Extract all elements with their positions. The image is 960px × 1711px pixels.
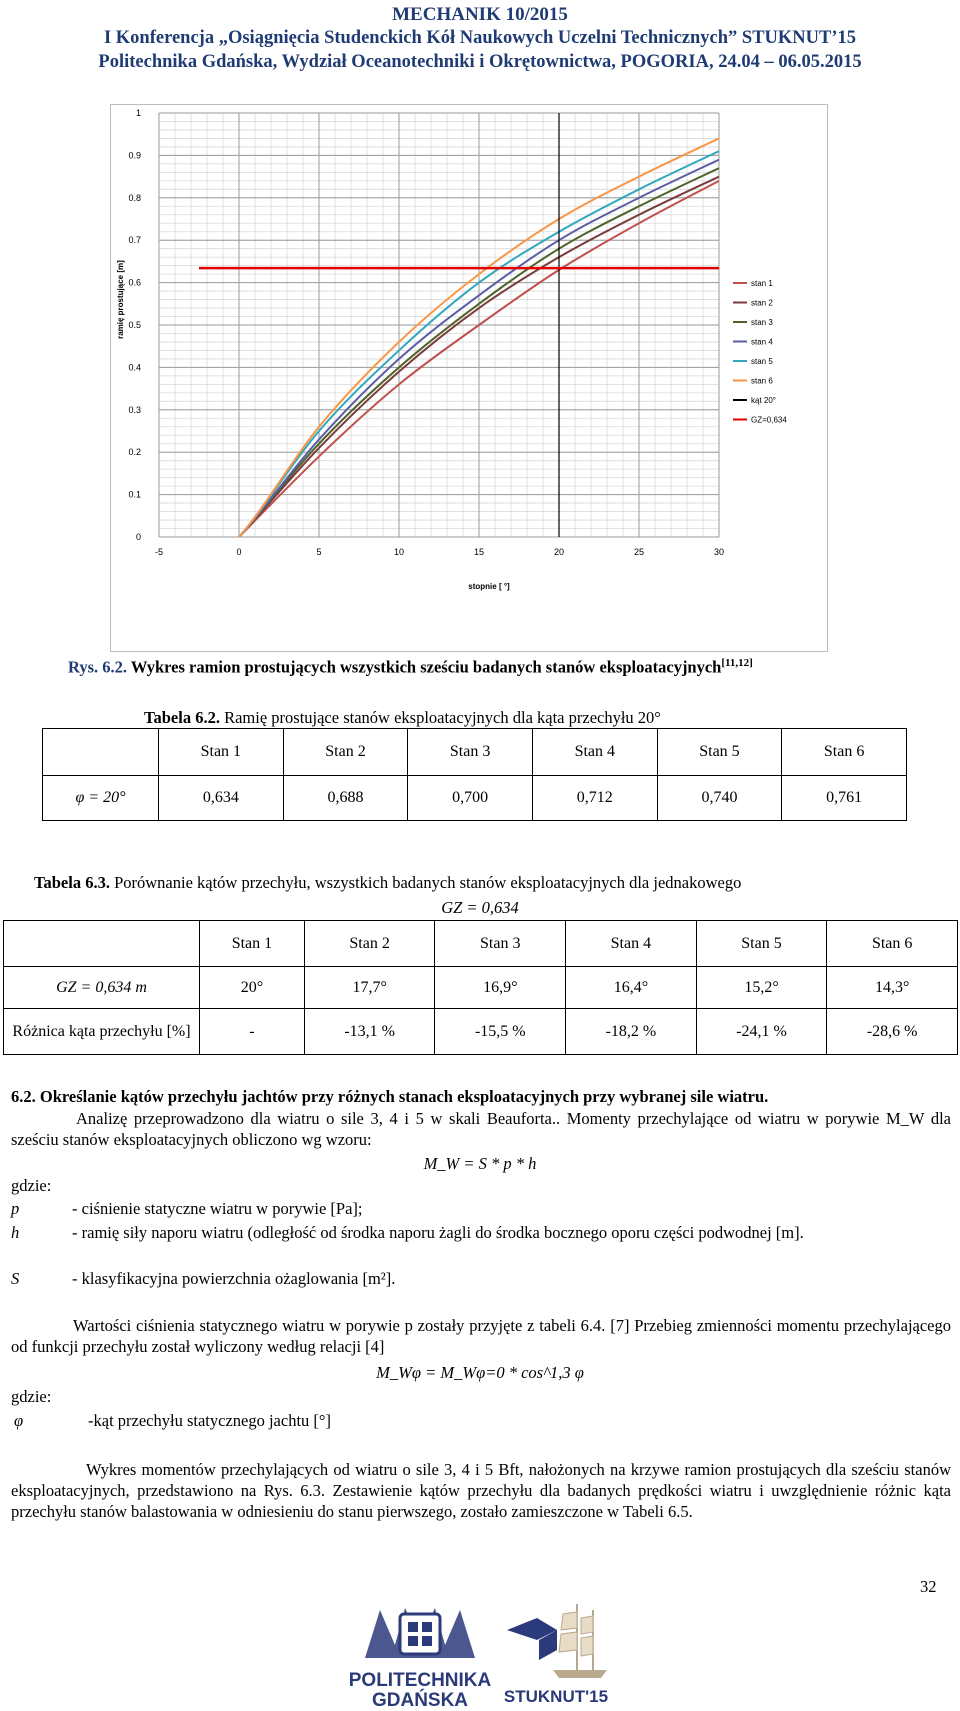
table63-header: Stan 3 (435, 921, 566, 967)
figure-caption-number: Rys. 6.2. (68, 657, 128, 677)
table63-cell: 17,7° (304, 967, 435, 1009)
table63-row-label: GZ = 0,634 m (4, 967, 200, 1009)
y-tick-label: 0 (135, 532, 141, 542)
conference-title: I Konferencja „Osiągnięcia Studenckich Kół Naukowych Uczelni Technicznych” STUKNUT’15 (103, 28, 857, 48)
table62-cell: 0,712 (532, 776, 657, 821)
table62-cell: 0,634 (159, 776, 284, 821)
legend-label: stan 4 (751, 337, 773, 347)
y-tick-label: 0.5 (128, 320, 141, 330)
table62-header: Stan 2 (283, 729, 408, 776)
symbol-s: S (11, 1269, 20, 1288)
pg-crest-icon (345, 1600, 495, 1666)
symbol-p: p (11, 1199, 20, 1218)
x-tick-label: 0 (236, 547, 242, 557)
y-axis-label: ramię prostujące [m] (116, 260, 125, 339)
table63-cell: - (200, 1009, 305, 1055)
legend-label: stan 3 (751, 318, 773, 327)
table63-cell: 15,2° (696, 967, 827, 1009)
righting-arm-chart (111, 105, 827, 651)
y-tick-label: 0.3 (128, 404, 141, 415)
table62-caption-number: Tabela 6.2. (144, 708, 220, 727)
pg-logo-text-2: GDAŃSKA (371, 1690, 469, 1711)
paragraph-1: Analizę przeprowadzono dla wiatru o sile 3, 4 i 5 w skali Beauforta.. Momenty przechylające od wiatru w porywie M_W dla sześciu stanów eksploatacyjnych obliczono wg wzoru: (11, 1109, 951, 1149)
table62-header: Stan 3 (408, 729, 533, 776)
where-label: gdzie: (11, 1176, 52, 1195)
formula-heeling: M_Wφ = M_Wφ=0 * cos^1,3 φ (376, 1363, 584, 1382)
definition-p: - ciśnienie statyczne wiatru w porywie [Pa]; (72, 1199, 363, 1218)
table62-header: Stan 4 (532, 729, 657, 776)
y-tick-label: 0.9 (128, 150, 141, 161)
table63-cell: 20° (200, 967, 305, 1009)
x-tick-label: 30 (713, 547, 725, 557)
symbol-h: h (11, 1223, 20, 1242)
x-tick-label: 5 (316, 547, 322, 557)
where-label: gdzie: (11, 1387, 52, 1406)
x-tick-label: 25 (633, 547, 645, 557)
x-tick-label: -5 (154, 547, 164, 557)
legend-label: stan 2 (751, 298, 773, 308)
x-tick-label: 20 (553, 547, 565, 557)
table63-caption-text: Porównanie kątów przechyłu, wszystkich badanych stanów eksploatacyjnych dla jednakowego (109, 873, 742, 892)
page-number: 32 (920, 1577, 937, 1596)
table63-header: Stan 5 (696, 921, 827, 967)
y-tick-label: 0.4 (128, 362, 141, 373)
table62-corner (43, 729, 159, 776)
table63-caption (34, 873, 741, 893)
table63-cell: -18,2 % (566, 1009, 697, 1055)
table63 (3, 920, 958, 1055)
symbol-phi: φ (14, 1411, 24, 1430)
table62 (42, 728, 907, 821)
table63-header: Stan 2 (304, 921, 435, 967)
table62-header: Stan 1 (159, 729, 284, 776)
table62-cell: 0,740 (657, 776, 782, 821)
stuknut-logo-text: STUKNUT'15 (503, 1687, 609, 1706)
formula-moment: M_W = S * p * h (423, 1154, 537, 1173)
y-tick-label: 0.8 (128, 192, 141, 203)
y-tick-label: 0.1 (128, 489, 141, 500)
table63-caption-number: Tabela 6.3. (34, 873, 110, 892)
table63-caption-formula: GZ = 0,634 (441, 898, 519, 917)
y-tick-label: 0.2 (128, 447, 141, 458)
definition-s: - klasyfikacyjna powierzchnia ożaglowania [m²]. (72, 1269, 396, 1288)
legend-label: kąt 20° (751, 396, 776, 405)
table62-header: Stan 5 (657, 729, 782, 776)
table63-header: Stan 6 (827, 921, 958, 967)
table63-cell: -28,6 % (827, 1009, 958, 1055)
figure-caption (68, 657, 753, 678)
y-tick-label: 0.7 (128, 235, 141, 246)
legend-label: stan 1 (751, 279, 773, 288)
x-tick-label: 10 (393, 547, 405, 557)
table62-cell: 0,761 (782, 776, 907, 821)
figure-caption-ref: [11,12] (721, 657, 753, 669)
definition-h: - ramię siły naporu wiatru (odległość od środka naporu żagli do środka bocznego oporu części podwodnej [m]. (72, 1223, 804, 1242)
section-heading: 6.2. Określanie kątów przechyłu jachtów przy różnych stanach eksploatacyjnych przy wybranej sile wiatru. (11, 1087, 769, 1106)
table63-header: Stan 1 (200, 921, 305, 967)
y-tick-label: 1 (135, 108, 141, 118)
table63-corner (4, 921, 200, 967)
figure-caption-text: Wykres ramion prostujących wszystkich sześciu badanych stanów eksploatacyjnych (127, 657, 722, 677)
paragraph-2: Wartości ciśnienia statycznego wiatru w porywie p zostały przyjęte z tabeli 6.4. [7] Przebieg zmienności momentu przechylającego od funkcji przechyłu został wyliczony według relacji [4] (11, 1316, 951, 1356)
table62-row-label: φ = 20° (43, 776, 159, 821)
definition-phi: -kąt przechyłu statycznego jachtu [°] (88, 1411, 331, 1430)
pg-logo-text-1: POLITECHNIKA (348, 1670, 492, 1691)
series-line (191, 177, 719, 584)
table62-header: Stan 6 (782, 729, 907, 776)
legend-label: stan 5 (751, 357, 773, 366)
table62-cell: 0,688 (283, 776, 408, 821)
legend-label: stan 6 (751, 376, 773, 386)
table63-cell: 16,4° (566, 967, 697, 1009)
x-axis-label: stopnie [ °] (468, 582, 510, 591)
table63-cell: 16,9° (435, 967, 566, 1009)
table63-cell: 14,3° (827, 967, 958, 1009)
table63-cell: -24,1 % (696, 1009, 827, 1055)
table63-row-label: Różnica kąta przechyłu [%] (4, 1009, 200, 1055)
politechnika-gdanska-logo (345, 1600, 495, 1711)
journal-title: MECHANIK 10/2015 (392, 4, 568, 25)
paragraph-3: Wykres momentów przechylających od wiatru o sile 3, 4 i 5 Bft, nałożonych na krzywe ramion prostujących dla sześciu stanów eksploatacyjnych, przedstawiono na Rys. 6.3. Zestawienie kątów przechyłu dla badanych prędkości wiatru i uwzględnienie różnic kąta przechyłu stanów balastowania w odniesieniu do stanu pierwszego, zostało zamieszczone w Tabeli 6.5. (11, 1460, 951, 1521)
table63-cell: -15,5 % (435, 1009, 566, 1055)
stuknut-logo (497, 1600, 615, 1706)
table63-cell: -13,1 % (304, 1009, 435, 1055)
table62-cell: 0,700 (408, 776, 533, 821)
legend-label: GZ=0,634 (751, 415, 787, 425)
ship-sail-icon (497, 1600, 615, 1682)
table62-caption-text: Ramię prostujące stanów eksploatacyjnych dla kąta przechyłu 20° (219, 708, 661, 727)
table62-caption (144, 708, 661, 728)
y-tick-label: 0.6 (128, 277, 141, 288)
conference-venue: Politechnika Gdańska, Wydział Oceanotechniki i Okrętownictwa, POGORIA, 24.04 – 06.05.2015 (98, 52, 862, 72)
table63-header: Stan 4 (566, 921, 697, 967)
chart-frame (110, 104, 828, 652)
x-tick-label: 15 (473, 547, 485, 557)
